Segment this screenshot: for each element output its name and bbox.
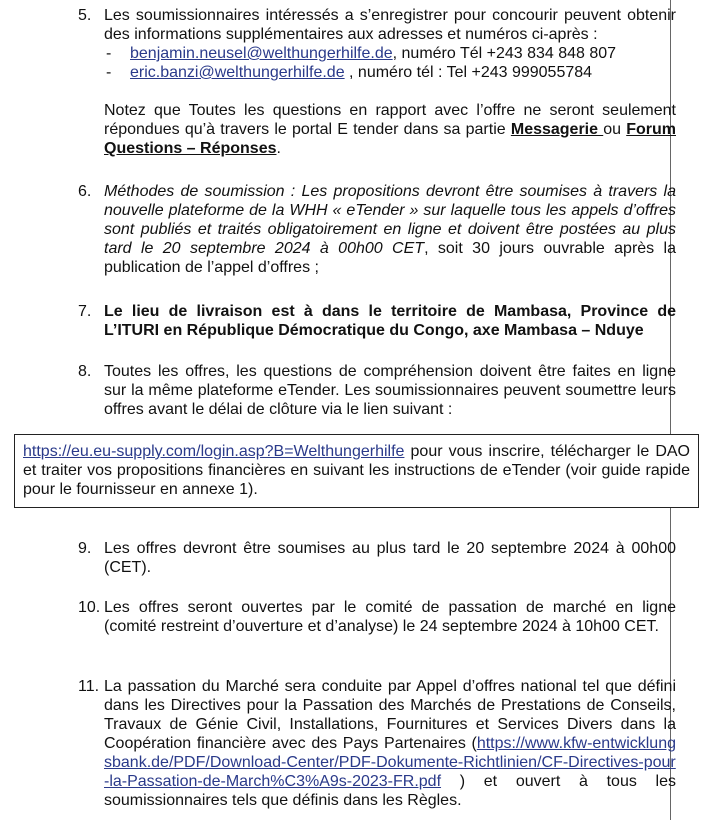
item-number: 10. [78, 599, 101, 616]
item-number: 9. [78, 540, 92, 557]
note-text: Notez que Toutes les questions en rapport avec l’offre ne seront seulement répondues qu’à travers le portal E tender dans sa partie [104, 102, 676, 138]
item-text: La passation du Marché sera conduite par Appel d’offres national tel que défini dans les Directives pour la Passation des Marchés de Prestations de Conseils, Travaux de Génie Civil, Installations, Fournitures et Services Divers dans la Coopération financière avec des Pays Partenaires ( [104, 678, 676, 752]
phone-text: , numéro tél : Tel +243 999055784 [344, 64, 593, 81]
messagerie-link[interactable]: Messagerie [510, 121, 604, 138]
phone-text: , numéro Tél +243 834 848 807 [392, 45, 617, 62]
item-text: , soit 30 jours ouvrable après la publication de l’appel d’offres ; [104, 240, 677, 276]
item-text: Les soumissionnaires intéressés a s’enregistrer pour concourir peuvent obtenir des informations supplémentaires aux adresses et numéros ci-après : [104, 7, 676, 43]
list-item-10 [78, 598, 676, 636]
list-item-11 [78, 677, 676, 810]
dash-bullet: - [106, 45, 112, 62]
item-italic-text: Méthodes de soumission : Les propositions devront être soumises à travers la nouvelle plateforme de la WHH « eTender » sur laquelle tous les appels d’offres sont publiés et traités obligatoirement en ligne et doivent être postées au plus tard le 20 septembre 2024 à 00h00 CET [104, 183, 676, 257]
kfw-directives-link[interactable]: https://www.kfw-entwicklungsbank.de/PDF/Download-Center/PDF-Dokumente-Richtlinien/CF-Directives-pour-la-Passation-de-March%C3%A9s-2023-FR.pdf [104, 735, 676, 790]
item-number: 5. [78, 7, 92, 24]
item-text: Le lieu de livraison est à dans le territoire de Mambasa, Province de L’ITURI en République Démocratique du Congo, axe Mambasa – Nduye [104, 303, 676, 339]
contact-list [104, 44, 676, 82]
note-paragraph [104, 101, 676, 158]
contact-item [104, 63, 676, 82]
item-text: Toutes les offres, les questions de compréhension doivent être faites en ligne sur la même plateforme eTender. Les soumissionnaires peuvent soumettre leurs offres avant le délai de clôture via le lien suivant : [104, 363, 676, 418]
item-number: 7. [78, 303, 92, 320]
dash-bullet: - [106, 64, 112, 81]
item-text: ) et ouvert à tous les soumissionnaires tels que définis dans les Règles. [104, 773, 676, 809]
list-item-5 [78, 6, 676, 158]
item-number: 11. [78, 678, 100, 695]
list-item-6 [78, 182, 676, 277]
etender-link-box [14, 434, 699, 508]
etender-link[interactable]: https://eu.eu-supply.com/login.asp?B=Welthungerhilfe [23, 443, 405, 460]
item-number: 6. [78, 183, 92, 200]
contact-item [104, 44, 676, 63]
note-text: . [276, 140, 281, 157]
list-item-7 [78, 302, 676, 340]
list-item-9 [78, 539, 676, 577]
item-text: Les offres devront être soumises au plus tard le 20 septembre 2024 à 00h00 (CET). [104, 540, 676, 576]
item-text: Les offres seront ouvertes par le comité de passation de marché en ligne (comité restreint d’ouverture et d’analyse) le 24 septembre 2024 à 10h00 CET. [104, 599, 676, 635]
email-link[interactable]: eric.banzi@welthungerhilfe.de [130, 64, 345, 81]
email-link[interactable]: benjamin.neusel@welthungerhilfe.de [130, 45, 393, 62]
box-text: pour vous inscrire, télécharger le DAO et traiter vos propositions financières en suivant les instructions de eTender (voir guide rapide pour le fournisseur en annexe 1). [23, 443, 690, 498]
forum-link[interactable]: Forum Questions – Réponses [104, 121, 676, 157]
item-number: 8. [78, 363, 92, 380]
note-text: ou [603, 121, 627, 138]
list-item-8 [78, 362, 676, 419]
